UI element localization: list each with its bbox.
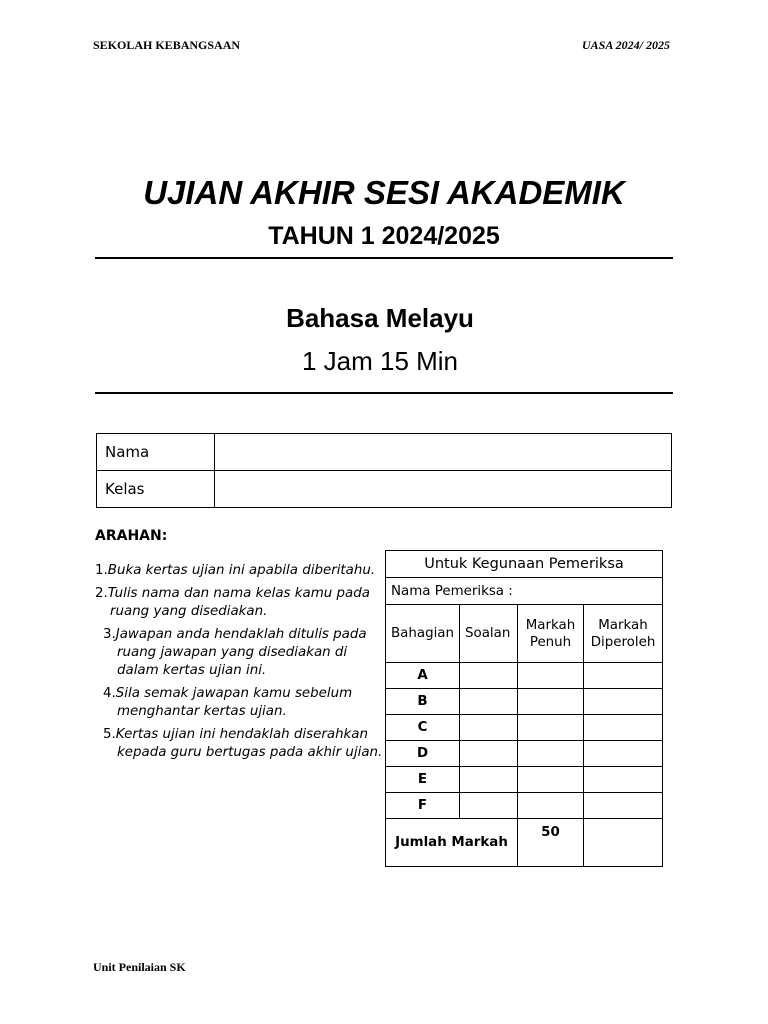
- obtained-marks-cell[interactable]: [584, 689, 663, 715]
- total-row: [386, 819, 663, 867]
- instructions-heading: ARAHAN:: [95, 528, 168, 544]
- instruction-number: 3.: [103, 627, 116, 642]
- divider-top: [95, 257, 673, 259]
- name-field[interactable]: [215, 434, 672, 471]
- instruction-text: Tulis nama dan nama kelas kamu pada ruang yang disediakan.: [107, 586, 370, 619]
- subject-name: Bahasa Melayu: [286, 303, 474, 333]
- full-marks-cell: [518, 767, 584, 793]
- exam-title: UJIAN AKHIR SESI AKADEMIK: [143, 174, 625, 211]
- table-row: [386, 663, 663, 689]
- class-row: [97, 471, 672, 508]
- full-marks-cell: [518, 689, 584, 715]
- divider-bottom: [95, 392, 673, 394]
- instruction-text: Kertas ujian ini hendaklah diserahkan kepada guru bertugas pada akhir ujian.: [115, 727, 383, 760]
- table-row: [386, 767, 663, 793]
- obtained-marks-cell[interactable]: [584, 741, 663, 767]
- section-label: A: [386, 663, 460, 689]
- instruction-number: 1.: [95, 563, 108, 578]
- exam-year: TAHUN 1 2024/2025: [268, 222, 500, 250]
- instruction-item: [95, 685, 387, 721]
- full-marks-cell: [518, 715, 584, 741]
- instructions-list: [95, 562, 387, 767]
- instruction-item: [95, 585, 387, 621]
- class-label: Kelas: [97, 471, 215, 508]
- instruction-item: [95, 726, 387, 762]
- full-marks-cell: [518, 741, 584, 767]
- column-header-marks-obtained: Markah Diperoleh: [584, 605, 663, 663]
- instruction-number: 2.: [95, 586, 108, 601]
- examiner-name-label: Nama Pemeriksa :: [386, 578, 663, 605]
- question-cell: [460, 689, 518, 715]
- name-label: Nama: [97, 434, 215, 471]
- total-label: Jumlah Markah: [386, 819, 518, 867]
- section-label: B: [386, 689, 460, 715]
- examiner-table-title: Untuk Kegunaan Pemeriksa: [386, 551, 663, 578]
- section-label: C: [386, 715, 460, 741]
- section-label: F: [386, 793, 460, 819]
- total-full-marks: 50: [518, 819, 584, 867]
- name-row: [97, 434, 672, 471]
- obtained-marks-cell[interactable]: [584, 715, 663, 741]
- section-label: D: [386, 741, 460, 767]
- full-marks-cell: [518, 793, 584, 819]
- instruction-number: 4.: [103, 686, 116, 701]
- obtained-marks-cell[interactable]: [584, 767, 663, 793]
- instruction-item: [95, 562, 387, 580]
- question-cell: [460, 741, 518, 767]
- table-row: [386, 741, 663, 767]
- table-row: [386, 715, 663, 741]
- table-row: [386, 689, 663, 715]
- total-obtained-cell[interactable]: [584, 819, 663, 867]
- instruction-number: 5.: [103, 727, 116, 742]
- instruction-text: Buka kertas ujian ini apabila diberitahu.: [107, 563, 376, 578]
- instruction-text: Sila semak jawapan kamu sebelum menghantar kertas ujian.: [115, 686, 353, 719]
- question-cell: [460, 663, 518, 689]
- question-cell: [460, 767, 518, 793]
- section-label: E: [386, 767, 460, 793]
- full-marks-cell: [518, 663, 584, 689]
- obtained-marks-cell[interactable]: [584, 793, 663, 819]
- footer-text: Unit Penilaian SK: [93, 960, 186, 974]
- exam-duration: 1 Jam 15 Min: [301, 346, 459, 376]
- question-cell: [460, 793, 518, 819]
- student-identity-table: [96, 433, 672, 508]
- table-row: [386, 793, 663, 819]
- obtained-marks-cell[interactable]: [584, 663, 663, 689]
- instruction-item: [95, 626, 387, 680]
- column-header-question: Soalan: [460, 605, 518, 663]
- examiner-marks-table: [385, 550, 663, 867]
- question-cell: [460, 715, 518, 741]
- column-header-section: Bahagian: [386, 605, 460, 663]
- school-name: SEKOLAH KEBANGSAAN: [93, 38, 241, 52]
- exam-code: UASA 2024/ 2025: [581, 38, 670, 52]
- column-header-full-marks: Markah Penuh: [518, 605, 584, 663]
- instruction-text: Jawapan anda hendaklah ditulis pada ruang jawapan yang disediakan di dalam kertas ujian ini.: [115, 627, 367, 678]
- class-field[interactable]: [215, 471, 672, 508]
